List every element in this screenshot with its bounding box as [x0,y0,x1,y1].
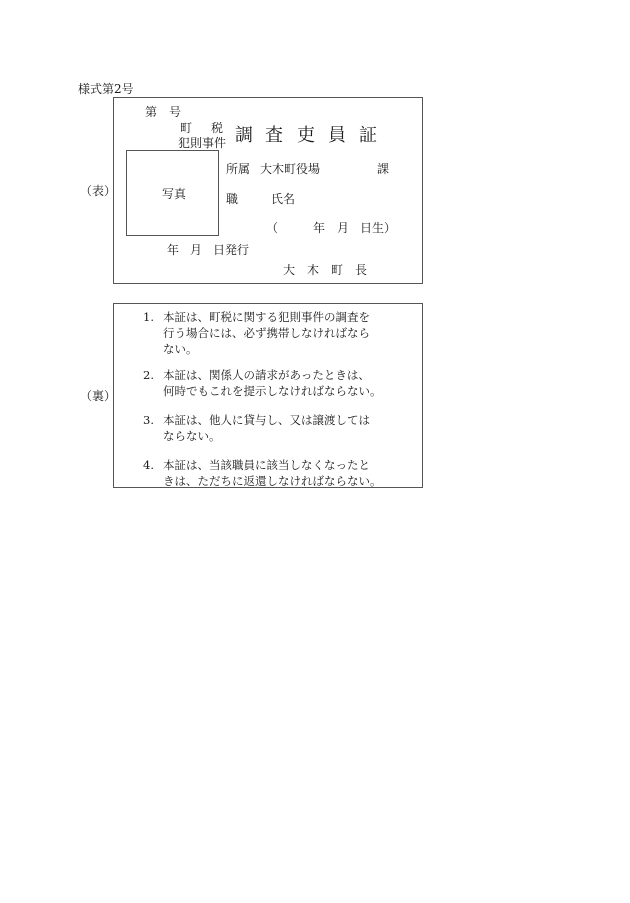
name-label: 氏名 [271,192,296,206]
list-item [143,457,403,489]
form-number-label: 様式第2号 [78,82,134,96]
item-line: 本証は、関係人の請求があったときは、 [163,368,370,382]
photo-label: 写真 [162,187,187,201]
birth-year-label: 年 [313,221,326,235]
issuer-char-1: 大 [283,263,296,277]
item-number: 2. [143,368,154,382]
list-item [143,309,403,357]
id-card-back [113,303,423,488]
list-item [143,367,403,399]
position-label: 職 [226,192,239,206]
front-side-label: （表） [80,184,117,198]
item-number: 1. [143,310,154,324]
birth-month-label: 月 [337,221,350,235]
issuer-char-3: 町 [331,263,344,277]
birth-open-paren: （ [266,221,279,235]
issuer-char-2: 木 [307,263,320,277]
affiliation-label: 所属 [226,162,251,176]
title-char-4: 員 [328,125,346,146]
birth-day-label: 日生） [360,221,397,235]
item-line: 行う場合には、必ず携帯しなければなら [163,326,370,340]
number-prefix: 第 [145,105,158,119]
item-line: 本証は、当該職員に該当しなくなったと [163,458,370,472]
issuer-char-4: 長 [355,263,368,277]
item-line: 本証は、町税に関する犯則事件の調査を [163,310,370,324]
title-char-3: 吏 [297,125,315,146]
title-char-2: 査 [265,125,283,146]
section-label: 課 [377,162,390,176]
number-suffix: 号 [169,105,182,119]
affiliation-value: 大木町役場 [260,162,321,176]
issue-month-label: 月 [190,243,203,257]
item-line: ならない。 [163,429,221,443]
issue-day-label: 日発行 [213,243,250,257]
item-number: 4. [143,458,154,472]
title-sub-tax: 税 [211,121,224,135]
title-char-1: 調 [235,125,253,146]
back-side-label: （裏） [80,389,117,403]
title-char-5: 証 [359,125,377,146]
item-line: 本証は、他人に貸与し、又は譲渡しては [163,413,370,427]
item-line: きは、ただちに返還しなければならない。 [163,474,382,488]
title-sub-criminal-case: 犯則事件 [178,136,227,150]
id-card-front [113,97,423,284]
item-number: 3. [143,413,154,427]
item-line: ない。 [163,342,198,356]
title-sub-town: 町 [180,121,193,135]
item-line: 何時でもこれを提示しなければならない。 [163,384,382,398]
list-item [143,412,403,444]
photo-box [126,150,219,236]
issue-year-label: 年 [167,243,180,257]
